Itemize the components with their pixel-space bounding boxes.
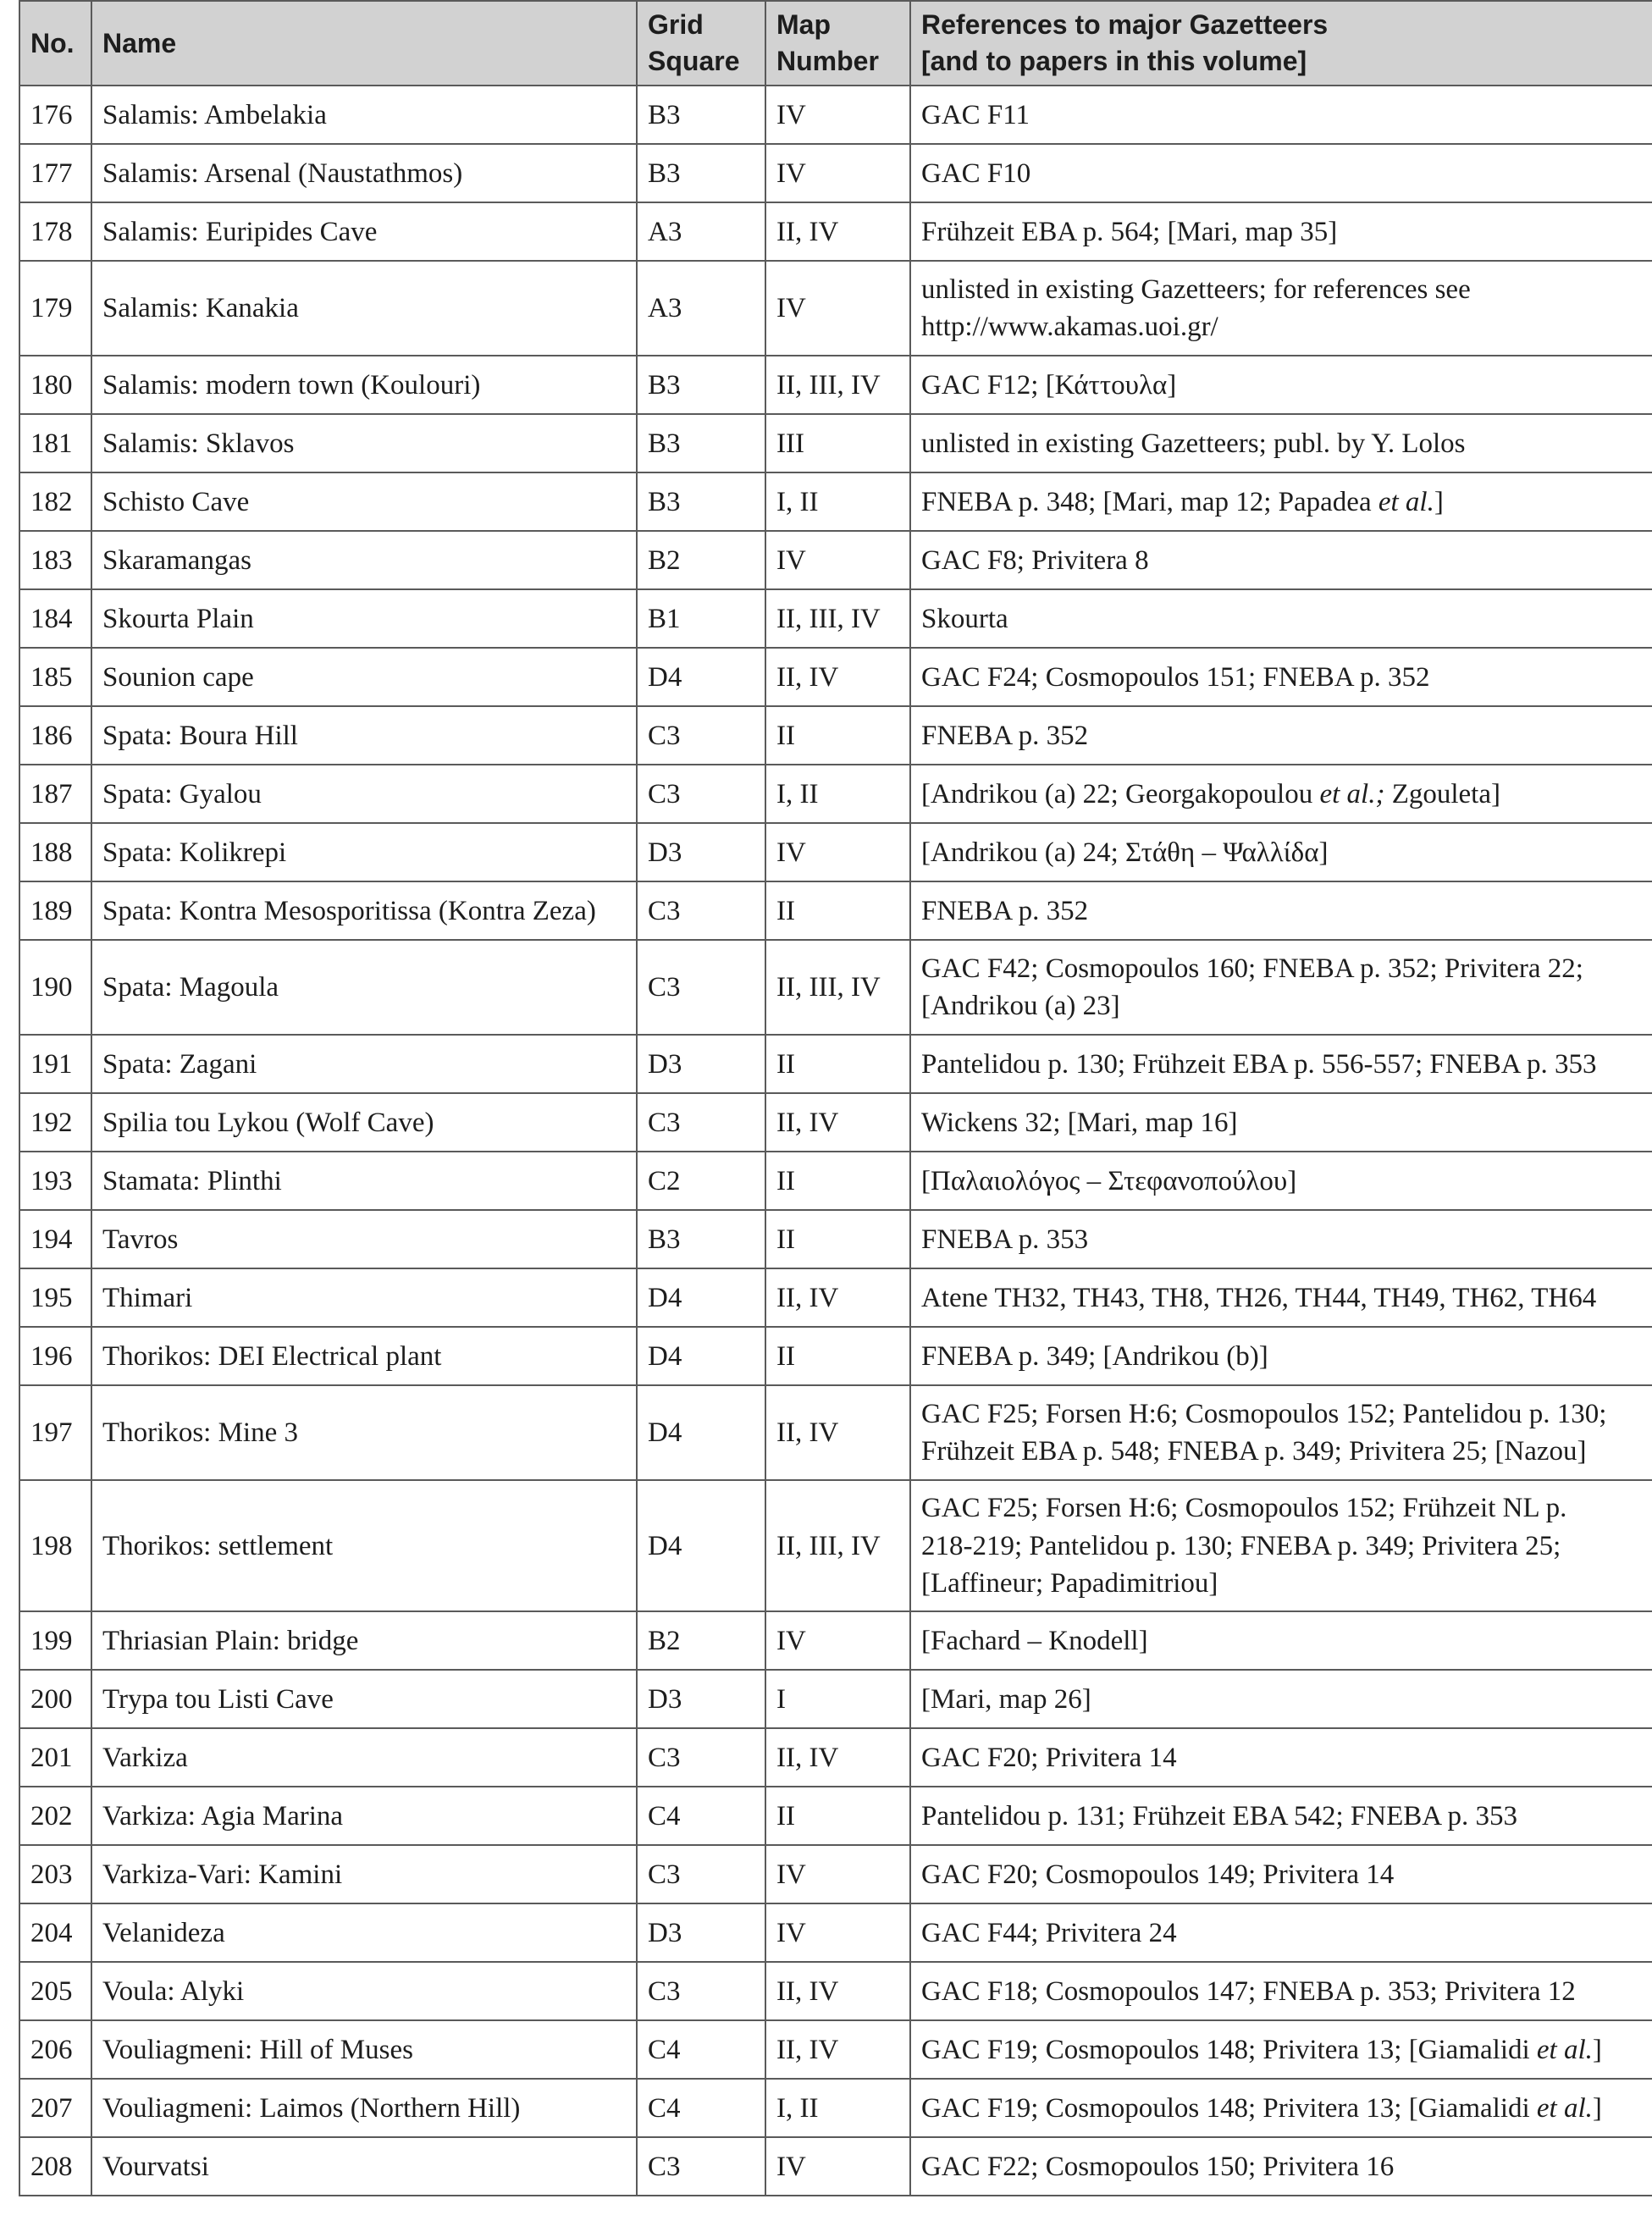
map-number: II [765,1152,910,1210]
row-number: 185 [19,648,91,706]
map-number: II, IV [765,2020,910,2079]
map-number: IV [765,261,910,356]
grid-square: C3 [637,1093,765,1152]
grid-square: C3 [637,881,765,940]
reference-line: GAC F44; Privitera 24 [921,1917,1177,1948]
row-number: 195 [19,1268,91,1327]
header-refs-line1: References to major Gazetteers [921,9,1329,40]
map-number: IV [765,144,910,202]
reference-line: [Andrikou (a) 23] [921,991,1120,1022]
reference-line: FNEBA p. 352 [921,720,1089,751]
reference-line: Frühzeit EBA p. 548; FNEBA p. 349; Privitera 25; [Nazou] [921,1436,1587,1467]
map-number: IV [765,1611,910,1670]
header-references [910,1,1652,86]
table-row [19,1962,1652,2020]
table-row [19,881,1652,940]
reference-line: [Andrikou (a) 24; Στάθη – Ψαλλίδα] [921,837,1329,868]
row-number: 186 [19,706,91,765]
site-name: Spata: Boura Hill [91,706,637,765]
row-number: 180 [19,356,91,414]
table-row [19,1480,1652,1611]
map-number: II, III, IV [765,356,910,414]
site-name: Stamata: Plinthi [91,1152,637,1210]
reference-line: unlisted in existing Gazetteers; publ. by Y. Lolos [921,428,1466,459]
table-row [19,1728,1652,1787]
reference-line: GAC F24; Cosmopoulos 151; FNEBA p. 352 [921,661,1430,693]
map-number: III [765,414,910,472]
references [910,648,1652,706]
site-name: Sounion cape [91,648,637,706]
references [910,1327,1652,1385]
table-row [19,648,1652,706]
references [910,589,1652,648]
grid-square: B2 [637,531,765,589]
references [910,1903,1652,1962]
map-number: IV [765,1845,910,1903]
reference-line: GAC F42; Cosmopoulos 160; FNEBA p. 352; Privitera 22; [921,953,1583,984]
row-number: 176 [19,86,91,144]
grid-square: C3 [637,706,765,765]
reference-line: 218-219; Pantelidou p. 130; FNEBA p. 349; Privitera 25; [921,1530,1561,1561]
site-name: Salamis: Ambelakia [91,86,637,144]
map-number: II, IV [765,1728,910,1787]
table-row [19,589,1652,648]
reference-text: GAC F19; Cosmopoulos 148; Privitera 13; [Giamalidi [921,2092,1537,2124]
map-number: II, III, IV [765,940,910,1035]
map-number: IV [765,2137,910,2196]
header-no: No. [19,1,91,86]
header-map-line2: Number [776,46,879,77]
reference-text: FNEBA p. 348; [Mari, map 12; Papadea [921,486,1379,517]
reference-line: [Παλαιολόγος – Στεφανοπούλου] [921,1165,1297,1196]
row-number: 190 [19,940,91,1035]
site-name: Trypa tou Listi Cave [91,1670,637,1728]
reference-line: GAC F10 [921,157,1031,189]
reference-text-end: ] [1592,2034,1602,2065]
map-number: II, III, IV [765,1480,910,1611]
table-row [19,1268,1652,1327]
map-number: II [765,1787,910,1845]
reference-line: GAC F20; Privitera 14 [921,1742,1177,1773]
references [910,531,1652,589]
references [910,1670,1652,1728]
table-row [19,1611,1652,1670]
table-row [19,1093,1652,1152]
references [910,202,1652,261]
site-name: Voula: Alyki [91,1962,637,2020]
site-name: Skourta Plain [91,589,637,648]
table-row [19,2020,1652,2079]
reference-line: GAC F22; Cosmopoulos 150; Privitera 16 [921,2151,1395,2182]
grid-square: B3 [637,356,765,414]
grid-square: C2 [637,1152,765,1210]
reference-line: GAC F18; Cosmopoulos 147; FNEBA p. 353; Privitera 12 [921,1975,1576,2007]
table-row [19,531,1652,589]
table-row [19,706,1652,765]
reference-line: unlisted in existing Gazetteers; for references see [921,273,1471,305]
grid-square: A3 [637,261,765,356]
header-refs-line2: [and to papers in this volume] [921,46,1307,77]
table-row [19,1210,1652,1268]
row-number: 208 [19,2137,91,2196]
grid-square: D3 [637,1903,765,1962]
row-number: 204 [19,1903,91,1962]
reference-line: Wickens 32; [Mari, map 16] [921,1107,1238,1138]
site-name: Tavros [91,1210,637,1268]
table-row [19,414,1652,472]
references [910,414,1652,472]
references [910,1611,1652,1670]
grid-square: A3 [637,202,765,261]
grid-square: B3 [637,414,765,472]
grid-square: D3 [637,823,765,881]
references [910,1268,1652,1327]
grid-square: B3 [637,472,765,531]
row-number: 188 [19,823,91,881]
row-number: 197 [19,1385,91,1480]
grid-square: B2 [637,1611,765,1670]
grid-square: B1 [637,589,765,648]
map-number: II, IV [765,1385,910,1480]
reference-line: GAC F8; Privitera 8 [921,544,1149,576]
reference-line: GAC F25; Forsen H:6; Cosmopoulos 152; Pantelidou p. 130; [921,1398,1607,1429]
site-name: Thimari [91,1268,637,1327]
site-name: Salamis: Sklavos [91,414,637,472]
site-name: Vouliagmeni: Laimos (Northern Hill) [91,2079,637,2137]
header-grid-line2: Square [648,46,740,77]
reference-line: GAC F20; Cosmopoulos 149; Privitera 14 [921,1859,1395,1890]
row-number: 181 [19,414,91,472]
table-header [19,1,1652,86]
table-row [19,940,1652,1035]
header-grid-line1: Grid [648,9,704,40]
row-number: 177 [19,144,91,202]
grid-square: B3 [637,1210,765,1268]
map-number: IV [765,823,910,881]
row-number: 199 [19,1611,91,1670]
site-name: Varkiza-Vari: Kamini [91,1845,637,1903]
reference-italic: et al. [1378,486,1434,517]
map-number: I [765,1670,910,1728]
row-number: 191 [19,1035,91,1093]
header-map-number [765,1,910,86]
table-row [19,86,1652,144]
references [910,2079,1652,2137]
table-row [19,356,1652,414]
references [910,1845,1652,1903]
reference-line: http://www.akamas.uoi.gr/ [921,312,1218,343]
references [910,144,1652,202]
table-row [19,261,1652,356]
site-name: Salamis: Arsenal (Naustathmos) [91,144,637,202]
references [910,86,1652,144]
reference-line: FNEBA p. 353 [921,1224,1089,1255]
grid-square: C4 [637,1787,765,1845]
gazetteer-table [19,0,1652,2196]
header-grid-square [637,1,765,86]
row-number: 179 [19,261,91,356]
references [910,1210,1652,1268]
references [910,823,1652,881]
table-row [19,1787,1652,1845]
reference-line: Atene TH32, TH43, TH8, TH26, TH44, TH49, TH62, TH64 [921,1282,1597,1313]
table-row [19,1385,1652,1480]
reference-line: Frühzeit EBA p. 564; [Mari, map 35] [921,216,1338,247]
site-name: Vouliagmeni: Hill of Muses [91,2020,637,2079]
references [910,1480,1652,1611]
map-number: II [765,1035,910,1093]
map-number: I, II [765,2079,910,2137]
grid-square: C3 [637,2137,765,2196]
row-number: 189 [19,881,91,940]
map-number: II [765,1327,910,1385]
site-name: Varkiza: Agia Marina [91,1787,637,1845]
grid-square: B3 [637,86,765,144]
table-row [19,2079,1652,2137]
table-row [19,472,1652,531]
site-name: Salamis: Euripides Cave [91,202,637,261]
references [910,261,1652,356]
reference-text-end: ] [1434,486,1444,517]
map-number: II, IV [765,648,910,706]
references [910,940,1652,1035]
grid-square: C3 [637,1728,765,1787]
references [910,2020,1652,2079]
grid-square: C3 [637,1845,765,1903]
reference-italic: et al. [1536,2034,1593,2065]
header-name: Name [91,1,637,86]
row-number: 196 [19,1327,91,1385]
table-row [19,202,1652,261]
row-number: 198 [19,1480,91,1611]
site-name: Salamis: modern town (Koulouri) [91,356,637,414]
table-body [19,86,1652,2196]
reference-line: Pantelidou p. 131; Frühzeit EBA 542; FNEBA p. 353 [921,1800,1518,1831]
references [910,1728,1652,1787]
table-row [19,1152,1652,1210]
references [910,881,1652,940]
site-name: Thorikos: Mine 3 [91,1385,637,1480]
row-number: 194 [19,1210,91,1268]
references [910,1385,1652,1480]
site-name: Salamis: Kanakia [91,261,637,356]
map-number: II, IV [765,1962,910,2020]
row-number: 178 [19,202,91,261]
table-row [19,1035,1652,1093]
row-number: 193 [19,1152,91,1210]
map-number: II [765,706,910,765]
header-row [19,1,1652,86]
references [910,356,1652,414]
row-number: 202 [19,1787,91,1845]
grid-square: D3 [637,1035,765,1093]
map-number: II, III, IV [765,589,910,648]
reference-line: FNEBA p. 352 [921,895,1089,926]
grid-square: D4 [637,1480,765,1611]
row-number: 201 [19,1728,91,1787]
map-number: I, II [765,472,910,531]
site-name: Spilia tou Lykou (Wolf Cave) [91,1093,637,1152]
row-number: 200 [19,1670,91,1728]
reference-line: GAC F25; Forsen H:6; Cosmopoulos 152; Frühzeit NL p. [921,1493,1567,1524]
references [910,1152,1652,1210]
row-number: 206 [19,2020,91,2079]
table-row [19,823,1652,881]
site-name: Spata: Kontra Mesosporitissa (Kontra Zeza) [91,881,637,940]
site-name: Thorikos: settlement [91,1480,637,1611]
reference-line: [Fachard – Knodell] [921,1625,1148,1656]
reference-line: [Laffineur; Papadimitriou] [921,1568,1218,1599]
table-row [19,1670,1652,1728]
site-name: Spata: Gyalou [91,765,637,823]
map-number: IV [765,1903,910,1962]
row-number: 182 [19,472,91,531]
table-row [19,1903,1652,1962]
grid-square: D4 [637,1327,765,1385]
references [910,1962,1652,2020]
references [910,2137,1652,2196]
table-row [19,765,1652,823]
site-name: Vourvatsi [91,2137,637,2196]
grid-square: D4 [637,648,765,706]
reference-text-end: ] [1592,2092,1602,2124]
references [910,1035,1652,1093]
site-name: Spata: Magoula [91,940,637,1035]
site-name: Thriasian Plain: bridge [91,1611,637,1670]
row-number: 203 [19,1845,91,1903]
row-number: 192 [19,1093,91,1152]
grid-square: C4 [637,2079,765,2137]
map-number: II [765,881,910,940]
reference-text: GAC F19; Cosmopoulos 148; Privitera 13; [Giamalidi [921,2034,1537,2065]
site-name: Spata: Kolikrepi [91,823,637,881]
reference-line: FNEBA p. 349; [Andrikou (b)] [921,1340,1268,1372]
row-number: 184 [19,589,91,648]
row-number: 187 [19,765,91,823]
grid-square: D4 [637,1268,765,1327]
map-number: II [765,1210,910,1268]
reference-italic: et al. [1536,2092,1593,2124]
reference-line: Pantelidou p. 130; Frühzeit EBA p. 556-557; FNEBA p. 353 [921,1048,1597,1080]
reference-text: [Andrikou (a) 22; Georgakopoulou [921,778,1320,809]
grid-square: C3 [637,940,765,1035]
site-name: Thorikos: DEI Electrical plant [91,1327,637,1385]
references [910,1787,1652,1845]
site-name: Velanideza [91,1903,637,1962]
map-number: II, IV [765,1268,910,1327]
row-number: 183 [19,531,91,589]
reference-line: GAC F11 [921,99,1030,130]
grid-square: D4 [637,1385,765,1480]
reference-line: GAC F12; [Κάττουλα] [921,369,1177,401]
table-row [19,1327,1652,1385]
reference-line: Skourta [921,603,1008,634]
grid-square: C3 [637,1962,765,2020]
map-number: II, IV [765,202,910,261]
map-number: IV [765,531,910,589]
site-name: Schisto Cave [91,472,637,531]
grid-square: C3 [637,765,765,823]
row-number: 207 [19,2079,91,2137]
reference-line: [Mari, map 26] [921,1683,1091,1715]
references [910,1093,1652,1152]
reference-italic: et al.; [1319,778,1385,809]
references [910,472,1652,531]
map-number: IV [765,86,910,144]
table-row [19,2137,1652,2196]
site-name: Varkiza [91,1728,637,1787]
site-name: Skaramangas [91,531,637,589]
grid-square: D3 [637,1670,765,1728]
references [910,765,1652,823]
grid-square: C4 [637,2020,765,2079]
table-row [19,1845,1652,1903]
references [910,706,1652,765]
reference-text-end: Zgouleta] [1384,778,1500,809]
site-name: Spata: Zagani [91,1035,637,1093]
grid-square: B3 [637,144,765,202]
header-map-line1: Map [776,9,831,40]
map-number: II, IV [765,1093,910,1152]
row-number: 205 [19,1962,91,2020]
table-row [19,144,1652,202]
map-number: I, II [765,765,910,823]
